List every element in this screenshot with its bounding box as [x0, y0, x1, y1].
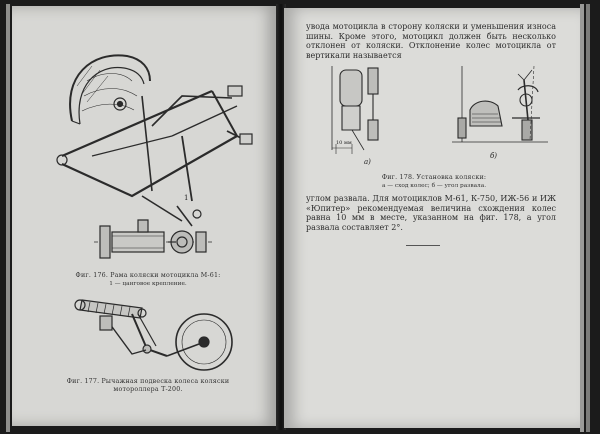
figure-178-label-a: а): [364, 158, 371, 166]
right-page: [284, 8, 580, 428]
figure-178-caption: [344, 174, 524, 190]
sidecar-setup-drawing: [312, 60, 552, 170]
dimension-label: 10 мм: [336, 140, 352, 146]
figure-176-title: Фиг. 176. Рама коляски мотоцикла М-61:: [75, 272, 221, 279]
page-edge-right-outer: [586, 4, 590, 432]
figure-177-caption: [42, 378, 254, 394]
page-edge-right: [580, 4, 584, 432]
top-paragraph: [306, 22, 556, 60]
page-edge-left: [6, 4, 10, 432]
collet-mount-drawing: [90, 214, 220, 270]
figure-176-caption: [42, 272, 254, 288]
figure-178-legend: а — сход колес; б — угол развала.: [381, 183, 487, 189]
bottom-paragraph-text: углом развала. Для мотоциклов М-61, К-750, ИЖ-56 и ИЖ «Юпитер» рекомендуемая величина схождения колес равна 10 мм в месте, указанном на фиг. 178, а угол развала составляет 2°.: [306, 194, 556, 232]
section-divider: [406, 245, 440, 246]
figure-178-title: Фиг. 178. Установка коляски:: [381, 174, 487, 181]
figure-176-legend: 1 — цанговое крепление.: [109, 281, 187, 287]
lever-suspension-drawing: [72, 294, 242, 374]
callout-1-label: 1: [184, 194, 189, 202]
top-paragraph-text: увода мотоцикла в сторону коляски и уменьшения износа шины. Кроме этого, мотоцикл должен быть несколько отклонен от коляски. Отклонение колес мотоцикла от вертикали называется: [306, 22, 556, 60]
sidecar-frame-drawing: [32, 26, 262, 226]
left-page: [12, 6, 278, 426]
figure-177-title: Фиг. 177. Рычажная подвеска колеса коляски: [66, 378, 230, 385]
figure-178-label-b: б): [490, 152, 498, 160]
figure-177-title-line2: мотороллера Т-200.: [113, 386, 183, 393]
bottom-paragraph: [306, 194, 556, 232]
